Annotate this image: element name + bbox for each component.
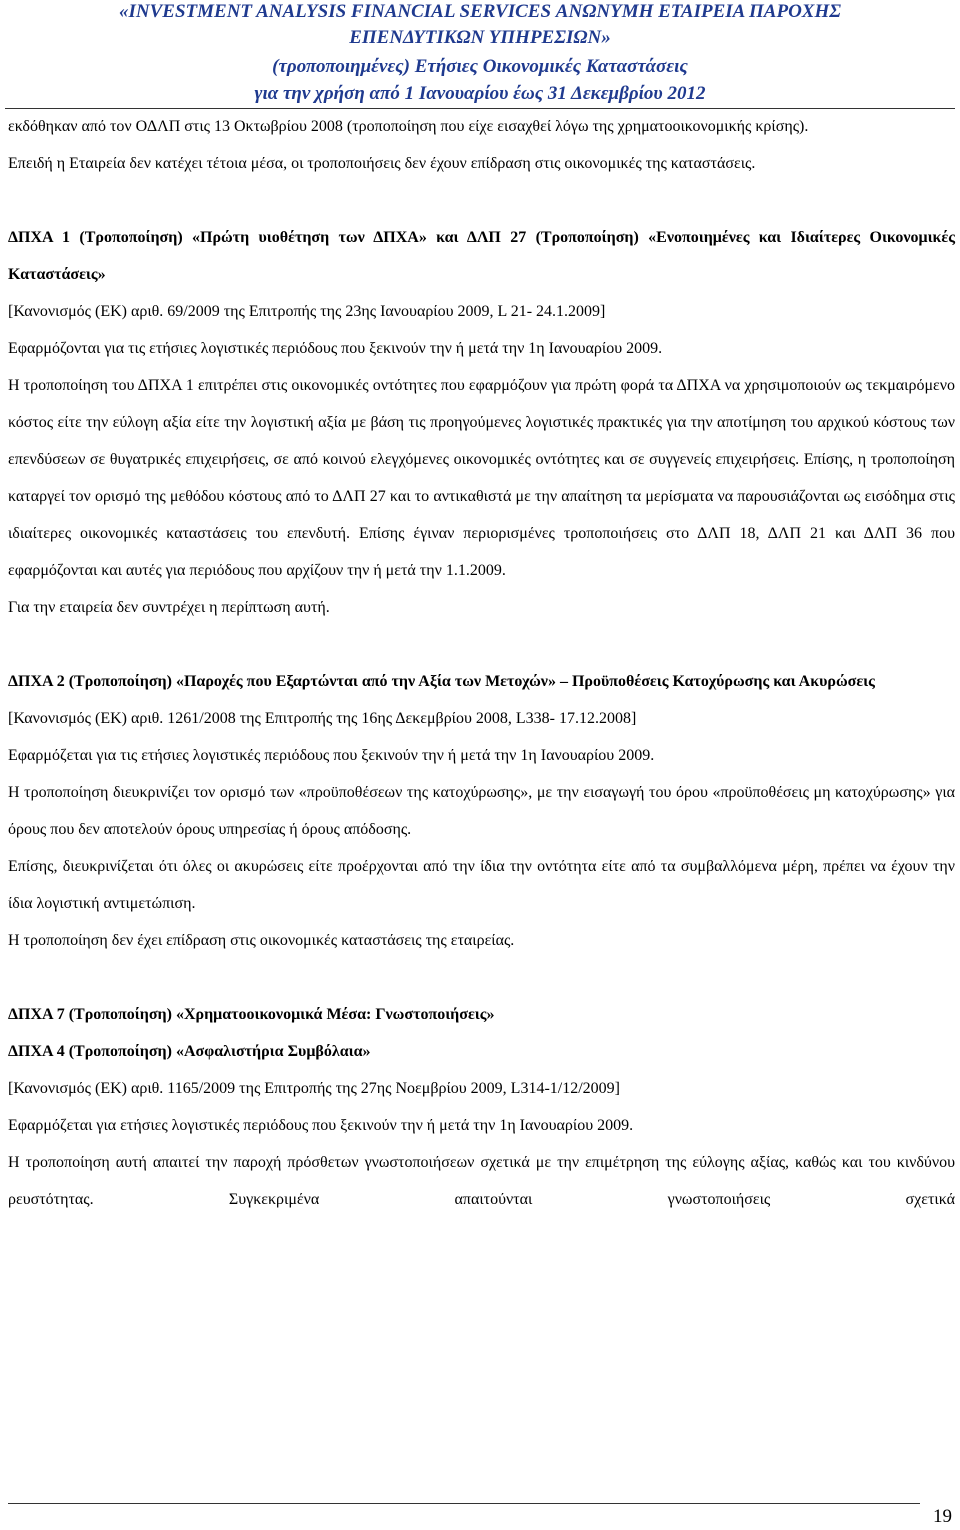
section2-conclusion: Η τροποποίηση δεν έχει επίδραση στις οικονομικές καταστάσεις της εταιρείας. xyxy=(8,932,515,949)
section3-heading-2: ΔΠΧΑ 4 (Τροποποίηση) «Ασφαλιστήρια Συμβόλαια» xyxy=(8,1043,371,1060)
header-report-title: (τροποποιημένες) Ετήσιες Οικονομικές Καταστάσεις xyxy=(272,56,688,77)
header-company-name: «INVESTMENT ANALYSIS FINANCIAL SERVICES ΑΝΩΝΥΜΗ ΕΤΑΙΡΕΙΑ ΠΑΡΟΧΗΣ xyxy=(119,1,841,22)
intro-paragraph-1: εκδόθηκαν από τον ΟΔΛΠ στις 13 Οκτωβρίου 2008 (τροποποίηση που είχε εισαχθεί λόγω της χρηματοοικονομικής κρίσης). xyxy=(8,118,809,135)
section2-heading: ΔΠΧΑ 2 (Τροποποίηση) «Παροχές που Εξαρτώνται από την Αξία των Μετοχών» – Προϋποθέσεις Κατοχύρωσης και Ακυρώσεις xyxy=(8,673,875,690)
section1-applies: Εφαρμόζονται για τις ετήσιες λογιστικές περιόδους που ξεκινούν την ή μετά την 1η Ιανουαρίου 2009. xyxy=(8,340,663,357)
section2-body-1: Η τροποποίηση διευκρινίζει τον ορισμό των «προϋποθέσεων της κατοχύρωσης», με την εισαγωγή του όρου «προϋποθέσεις μη κατοχύρωσης» για όρους που δεν αποτελούν όρους υπηρεσίας ή όρους απόδοσης. xyxy=(8,784,955,838)
footer-divider xyxy=(8,1503,920,1504)
section2-regulation: [Κανονισμός (ΕΚ) αριθ. 1261/2008 της Επιτροπής της 16ης Δεκεμβρίου 2008, L338- 17.12.2008] xyxy=(8,710,637,727)
section1-heading: ΔΠΧΑ 1 (Τροποποίηση) «Πρώτη υιοθέτηση των ΔΠΧΑ» και ΔΛΠ 27 (Τροποποίηση) «Ενοποιημένες και Ιδιαίτερες Οικονομικές Καταστάσεις» xyxy=(8,229,955,283)
header-company-name-cont: ΕΠΕΝΔΥΤΙΚΩΝ ΥΠΗΡΕΣΙΩΝ» xyxy=(349,27,611,48)
section2-body-2: Επίσης, διευκρινίζεται ότι όλες οι ακυρώσεις είτε προέρχονται από την ίδια την οντότητα είτε από τα συμβαλλόμενα μέρη, πρέπει να έχουν την ίδια λογιστική αντιμετώπιση. xyxy=(8,858,955,912)
spacer xyxy=(8,182,955,219)
intro-paragraph-2: Επειδή η Εταιρεία δεν κατέχει τέτοια μέσα, οι τροποποιήσεις δεν έχουν επίδραση στις οικονομικές της καταστάσεις. xyxy=(8,155,756,172)
spacer xyxy=(8,959,955,996)
section3-body: Η τροποποίηση αυτή απαιτεί την παροχή πρόσθετων γνωστοποιήσεων σχετικά με την επιμέτρηση της εύλογης αξίας, καθώς και του κινδύνου ρευστότητας. Συγκεκριμένα απαιτούνται γνωστοποιήσεις σχετικά xyxy=(8,1154,955,1208)
document-body xyxy=(8,108,955,1218)
header-report-period: για την χρήση από 1 Ιανουαρίου έως 31 Δεκεμβρίου 2012 xyxy=(254,83,706,104)
section3-regulation: [Κανονισμός (ΕΚ) αριθ. 1165/2009 της Επιτροπής της 27ης Νοεμβρίου 2009, L314-1/12/2009] xyxy=(8,1080,620,1097)
section2-applies: Εφαρμόζεται για τις ετήσιες λογιστικές περιόδους που ξεκινούν την ή μετά την 1η Ιανουαρίου 2009. xyxy=(8,747,655,764)
section3-heading-1: ΔΠΧΑ 7 (Τροποποίηση) «Χρηματοοικονομικά Μέσα: Γνωστοποιήσεις» xyxy=(8,1006,495,1023)
section1-body: Η τροποποίηση του ΔΠΧΑ 1 επιτρέπει στις οικονομικές οντότητες που εφαρμόζουν για πρώτη φορά τα ΔΠΧΑ να χρησιμοποιούν ως τεκμαιρόμενο κόστος είτε την εύλογη αξία είτε την λογιστική αξία με βάση τις προηγούμενες λογιστικές πρακτικές για την αποτίμηση του αρχικού κόστους των επενδύσεων σε θυγατρικές επιχειρήσεις, σε από κοινού ελεγχόμενες οικονομικές οντότητες και σε συγγενείς επιχειρήσεις. Επίσης, η τροποποίηση καταργεί τον ορισμό της μεθόδου κόστους από το ΔΛΠ 27 και το αντικαθιστά με την απαίτηση τα μερίσματα να παρουσιάζονται ως εισόδημα στις ιδιαίτερες οικονομικές καταστάσεις του επενδυτή. Επίσης έγιναν περιορισμένες τροποποιήσεις στο ΔΛΠ 18, ΔΛΠ 21 και ΔΛΠ 36 που εφαρμόζονται και αυτές για περιόδους που αρχίζουν την ή μετά την 1.1.2009. xyxy=(8,377,955,579)
spacer xyxy=(8,626,955,663)
page-number: 19 xyxy=(933,1506,952,1527)
section3-applies: Εφαρμόζεται για ετήσιες λογιστικές περιόδους που ξεκινούν την ή μετά την 1η Ιανουαρίου 2009. xyxy=(8,1117,634,1134)
section1-regulation: [Κανονισμός (ΕΚ) αριθ. 69/2009 της Επιτροπής της 23ης Ιανουαρίου 2009, L 21- 24.1.2009] xyxy=(8,303,606,320)
section1-conclusion: Για την εταιρεία δεν συντρέχει η περίπτωση αυτή. xyxy=(8,599,330,616)
